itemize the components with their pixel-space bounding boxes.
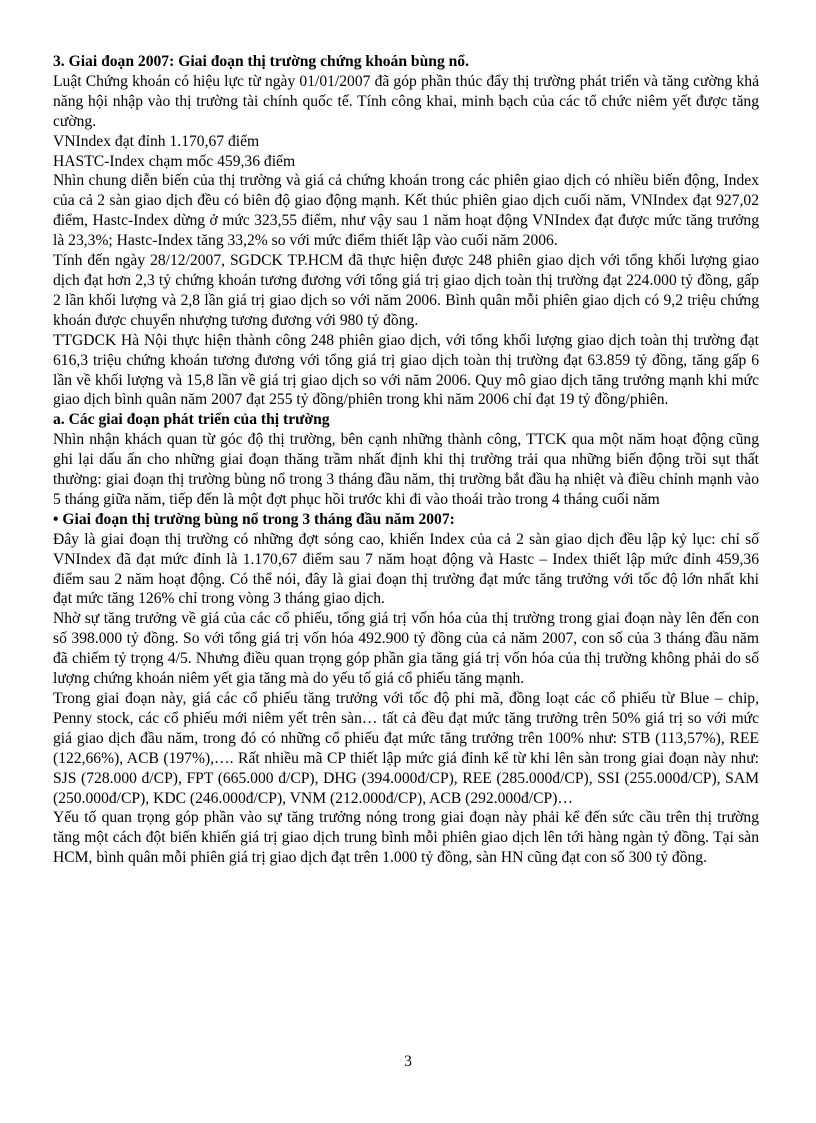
paragraph-vnindex-peak: VNIndex đạt đỉnh 1.170,67 điểm (53, 132, 260, 150)
paragraph-securities-law: Luật Chứng khoán có hiệu lực từ ngày 01/01/2007 đã góp phần thúc đẩy thị trường phát triển và tăng cường khả năng hội nhập vào thị trường tài chính quốc tế. Tính công khai, minh bạch của các tổ chức niêm yết được tăng cường. (53, 72, 759, 130)
paragraph-market-overview: Nhìn chung diễn biến của thị trường và giá cả chứng khoán trong các phiên giao dịch có nhiều biến động, Index của cả 2 sàn giao dịch đều có biên độ giao động mạnh. Kết thúc phiên giao dịch cuối năm, VNIndex đạt 927,02 điểm, Hastc-Index dừng ở mức 323,55 điểm, như vậy sau 1 năm hoạt động VNIndex đạt được mức tăng trưởng là 23,3%; Hastc-Index tăng 33,2% so với mức điểm thiết lập vào cuối năm 2006. (53, 172, 759, 250)
paragraph-market-cap: Nhờ sự tăng trưởng về giá của các cổ phiếu, tổng giá trị vốn hóa của thị trường trong giai đoạn này lên đến con số 398.000 tỷ đồng. So với tổng giá trị vốn hóa 492.900 tỷ đồng của cả năm 2007, con số của 3 tháng đầu năm đã chiếm tỷ trọng 4/5. Nhưng điều quan trọng góp phần gia tăng giá trị vốn hóa của thị trường không phải do số lượng chứng khoán niêm yết gia tăng mà do yếu tố giá cổ phiếu tăng mạnh. (53, 610, 759, 688)
paragraph-stock-growth: Trong giai đoạn này, giá các cổ phiếu tăng trưởng với tốc độ phi mã, đồng loạt các cổ phiếu từ Blue – chip, Penny stock, các cổ phiếu mới niêm yết trên sàn… tất cả đều đạt mức tăng trưởng trên 50% giá trị so với mức giá giao dịch đầu năm, trong đó có những cổ phiếu đạt mức tăng trưởng trên 100% như: STB (113,57%), REE (122,66%), ACB (197%),…. Rất nhiều mã CP thiết lập mức giá đỉnh kể từ khi lên sàn trong giai đoạn này như: SJS (728.000 đ/CP), FPT (665.000 đ/CP), DHG (394.000đ/CP), REE (285.000đ/CP), SSI (255.000đ/CP), SAM (250.000đ/CP), KDC (246.000đ/CP), VNM (212.000đ/CP), ACB (292.000đ/CP)… (53, 690, 759, 807)
paragraph-demand-factor: Yếu tố quan trọng góp phần vào sự tăng trưởng nóng trong giai đoạn này phải kể đến sức cầu trên thị trường tăng một cách đột biến khiến giá trị giao dịch trung bình mỗi phiên giao dịch lên tới hàng ngàn tỷ đồng. Tại sàn HCM, bình quân mỗi phiên giá trị giao dịch đạt trên 1.000 tỷ đồng, sàn HN cũng đạt con số 300 tỷ đồng. (53, 809, 759, 867)
paragraph-hanoi-exchange: TTGDCK Hà Nội thực hiện thành công 248 phiên giao dịch, với tổng khối lượng giao dịch toàn thị trường đạt 616,3 triệu chứng khoán tương đương với tổng giá trị giao dịch toàn thị trường đạt 63.859 tỷ đồng, tăng gấp 6 lần về khối lượng và 15,8 lần về giá trị giao dịch so với năm 2006. Quy mô giao dịch tăng trưởng mạnh khi mức giao dịch bình quân năm 2007 đạt 255 tỷ đồng/phiên trong khi năm 2006 chỉ đạt 19 tỷ đồng/phiên. (53, 331, 759, 409)
page-number: 3 (404, 1053, 412, 1070)
section-heading-period: . (465, 53, 470, 70)
subheading-boom-period: • Giai đoạn thị trường bùng nổ trong 3 tháng đầu năm 2007: (53, 510, 455, 528)
document-page (53, 52, 759, 868)
paragraph-stages-overview: Nhìn nhận khách quan từ góc độ thị trường, bên cạnh những thành công, TTCK qua một năm hoạt động cũng ghi lại dấu ấn cho những giai đoạn thăng trầm nhất định khi thị trường trải qua những biến động trồi sụt thất thường: giai đoạn thị trường bùng nổ trong 3 tháng đầu năm, thị trường bắt đầu hạ nhiệt và điều chỉnh mạnh vào 5 tháng giữa năm, tiếp đến là một đợt phục hồi trước khi đi vào thoái trào trong 4 tháng cuối năm (53, 431, 759, 508)
subheading-development-stages: a. Các giai đoạn phát triển của thị trường (53, 411, 330, 429)
section-heading-text: 3. Giai đoạn 2007: Giai đoạn thị trường chứng khoán bùng nổ (53, 53, 466, 70)
paragraph-hastc-peak: HASTC-Index chạm mốc 459,36 điểm (53, 152, 296, 170)
paragraph-record-highs: Đây là giai đoạn thị trường có những đợt sóng cao, khiến Index của cả 2 sàn giao dịch đều lập kỷ lục: chỉ số VNIndex đã đạt mức đỉnh là 1.170,67 điểm sau 7 năm hoạt động và Hastc – Index thiết lập mức đỉnh 459,36 điểm sau 2 năm hoạt động. Có thể nói, đây là giai đoạn thị trường đạt mức tăng trưởng với tốc độ lớn nhất khi đạt mức tăng 126% chỉ trong vòng 3 tháng giao dịch. (53, 530, 759, 608)
paragraph-hcm-exchange: Tính đến ngày 28/12/2007, SGDCK TP.HCM đã thực hiện được 248 phiên giao dịch với tổng khối lượng giao dịch đạt hơn 2,3 tỷ chứng khoán tương đương với tổng giá trị giao dịch toàn thị trường đạt 224.000 tỷ đồng, gấp 2 lần khối lượng và 2,8 lần giá trị giao dịch so với năm 2006. Bình quân mỗi phiên giao dịch có 9,2 triệu chứng khoán được chuyển nhượng tương đương với 980 tỷ đồng. (53, 252, 759, 329)
section-heading (53, 52, 759, 72)
